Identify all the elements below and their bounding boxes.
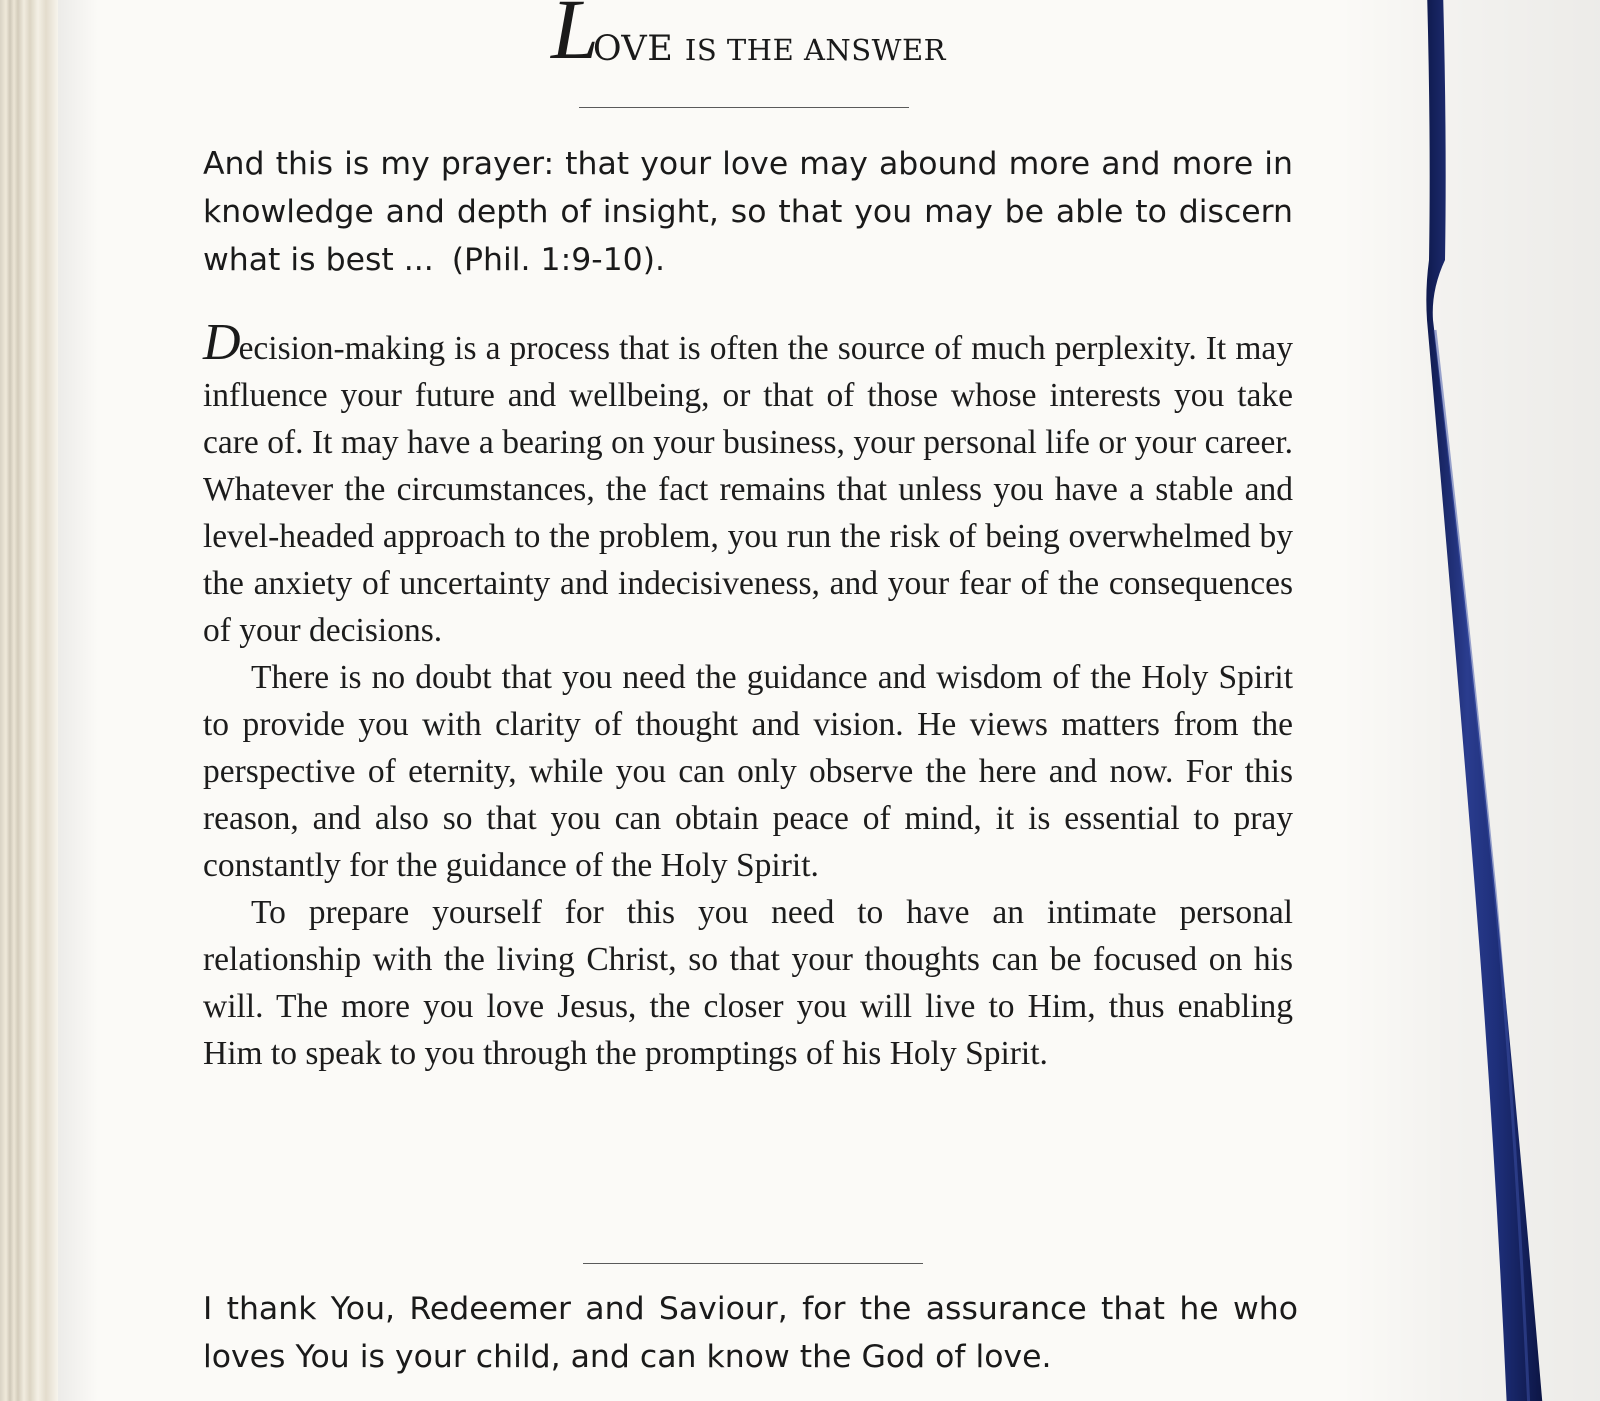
chapter-heading xyxy=(551,0,951,86)
scripture-last-line xyxy=(203,236,1293,284)
closing-prayer: I thank You, Redeemer and Saviour, for the assurance that he who loves You is your child, and can know the God of love. xyxy=(203,1291,1298,1375)
paragraph-2: There is no doubt that you need the guidance and wisdom of the Holy Spirit to provide you with clarity of thought and vision. He views matters from the perspective of eternity, while you can only observe the here and now. For this reason, and also so that you can obtain peace of mind, it is essential to pray constantly for the guidance of the Holy Spirit. xyxy=(203,659,1293,884)
heading-rest xyxy=(593,29,946,69)
paragraph-1 xyxy=(203,314,1293,654)
heading-caps: OVE xyxy=(592,29,674,69)
ribbon-bookmark xyxy=(1425,0,1545,1401)
devotional-body xyxy=(203,314,1293,1077)
heading-rule xyxy=(579,107,909,108)
scripture-line: what is best ... xyxy=(203,242,434,278)
heading-small-caps: IS THE ANSWER xyxy=(684,33,946,67)
drop-cap: D xyxy=(203,314,239,371)
heading-initial: L xyxy=(551,0,599,77)
scripture-verse xyxy=(203,140,1293,284)
page-edges xyxy=(0,0,58,1401)
scripture-line: knowledge and depth of insight, so that you may be able to discern xyxy=(203,194,1293,230)
paragraph-1-text: ecision-making is a process that is often the source of much perplexity. It may influence your future and wellbeing, or that of those whose interests you take care of. It may have a bearing on your business, your personal life or your career. Whatever the circumstances, the fact remains that unless you have a stable and level-headed approach to the problem, you run the risk of being overwhelmed by the anxiety of uncertainty and indecisiveness, and your fear of the consequences of your decisions. xyxy=(203,330,1293,649)
paragraph-3: To prepare yourself for this you need to have an intimate personal relationship with the living Christ, so that your thoughts can be focused on his will. The more you love Jesus, the closer you will live to Him, thus enabling Him to speak to you through the promptings of his Holy Spirit. xyxy=(203,894,1293,1072)
scripture-line: And this is my prayer: that your love may abound more and more in xyxy=(203,146,1293,182)
section-rule xyxy=(583,1263,923,1264)
gutter-shadow xyxy=(58,0,98,1401)
scripture-reference: (Phil. 1:9-10). xyxy=(451,242,665,278)
